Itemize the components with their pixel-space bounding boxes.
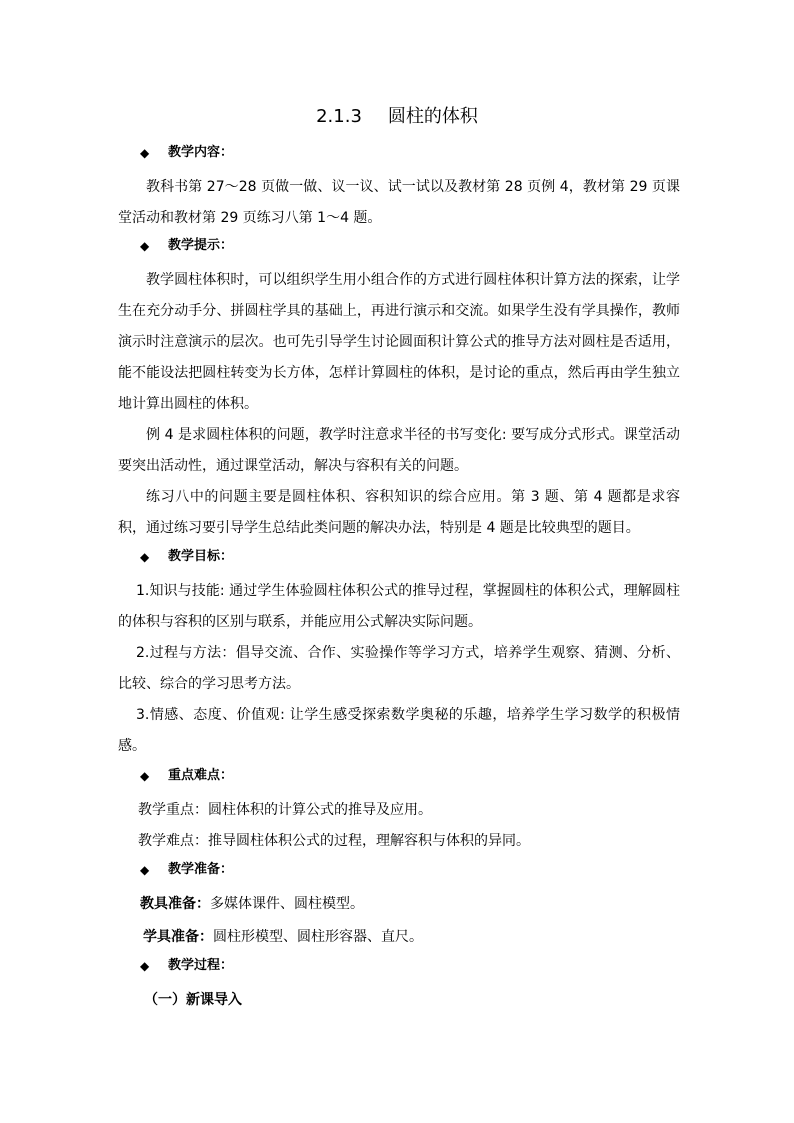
hints-paragraph-1: 教学圆柱体积时，可以组织学生用小组合作的方式进行圆柱体积计算方法的探索，让学生在充分动手分、拼圆柱学具的基础上，再进行演示和交流。如果学生没有学具操作，教师演示时注意演示的层次。也可先引导学生讨论圆面积计算公式的推导方法对圆柱是否适用，能不能设法把圆柱转变为长方体，怎样计算圆柱的体积，是讨论的重点，然后再由学生独立地计算出圆柱的体积。 (118, 272, 680, 412)
page-title (0, 104, 794, 130)
diamond-bullet-icon: ◆ (140, 959, 150, 973)
section-heading-key-points: ◆ 重点难点： (140, 766, 233, 786)
student-prep-line (143, 922, 680, 953)
section-heading-goals: ◆ 教学目标： (140, 547, 233, 567)
hints-paragraph-3: 练习八中的问题主要是圆柱体积、容积知识的综合应用。第 3 题、第 4 题都是求容积，通过练习要引导学生总结此类问题的解决办法，特别是 4 题是比较典型的题目。 (118, 489, 680, 536)
section-heading-process: ◆ 教学过程： (140, 956, 233, 976)
diamond-bullet-icon: ◆ (140, 863, 150, 877)
diamond-bullet-icon: ◆ (140, 769, 150, 783)
teacher-prep-line (140, 889, 680, 920)
teacher-prep-label: 教具准备： (140, 896, 210, 912)
content-paragraph: 教科书第 27～28 页做一做、议一议、试一试以及教材第 28 页例 4，教材第 29 页课堂活动和教材第 29 页练习八第 1～4 题。 (118, 179, 680, 226)
goals-paragraph-2: 2.过程与方法：倡导交流、合作、实验操作等学习方式，培养学生观察、猜测、分析、比较、综合的学习思考方法。 (118, 645, 680, 692)
key-point-line: 教学重点：圆柱体积的计算公式的推导及应用。 (138, 802, 432, 818)
student-prep-label: 学具准备： (143, 929, 213, 945)
goals-paragraph-3: 3.情感、态度、价值观: 让学生感受探索数学奥秘的乐趣，培养学生学习数学的积极情感。 (118, 707, 680, 754)
teacher-prep-text: 多媒体课件、圆柱模型。 (210, 896, 364, 912)
process-subheading-intro: （一）新课导入 (144, 992, 242, 1008)
section-heading-content: ◆ 教学内容： (140, 143, 233, 163)
diamond-bullet-icon: ◆ (140, 146, 150, 160)
diamond-bullet-icon: ◆ (140, 550, 150, 564)
diamond-bullet-icon: ◆ (140, 239, 150, 253)
difficulty-line: 教学难点：推导圆柱体积公式的过程，理解容积与体积的异同。 (138, 833, 530, 849)
title-text: 圆柱的体积 (387, 106, 478, 127)
title-number: 2.1.3 (316, 106, 362, 127)
goals-paragraph-1: 1.知识与技能: 通过学生体验圆柱体积公式的推导过程，掌握圆柱的体积公式，理解圆柱的体积与容积的区别与联系，并能应用公式解决实际问题。 (118, 583, 680, 630)
student-prep-text: 圆柱形模型、圆柱形容器、直尺。 (213, 929, 423, 945)
section-heading-hints: ◆ 教学提示： (140, 236, 233, 256)
section-heading-preparation: ◆ 教学准备： (140, 860, 233, 880)
hints-paragraph-2: 例 4 是求圆柱体积的问题，教学时注意求半径的书写变化: 要写成分式形式。课堂活动要突出活动性，通过课堂活动，解决与容积有关的问题。 (118, 427, 680, 474)
